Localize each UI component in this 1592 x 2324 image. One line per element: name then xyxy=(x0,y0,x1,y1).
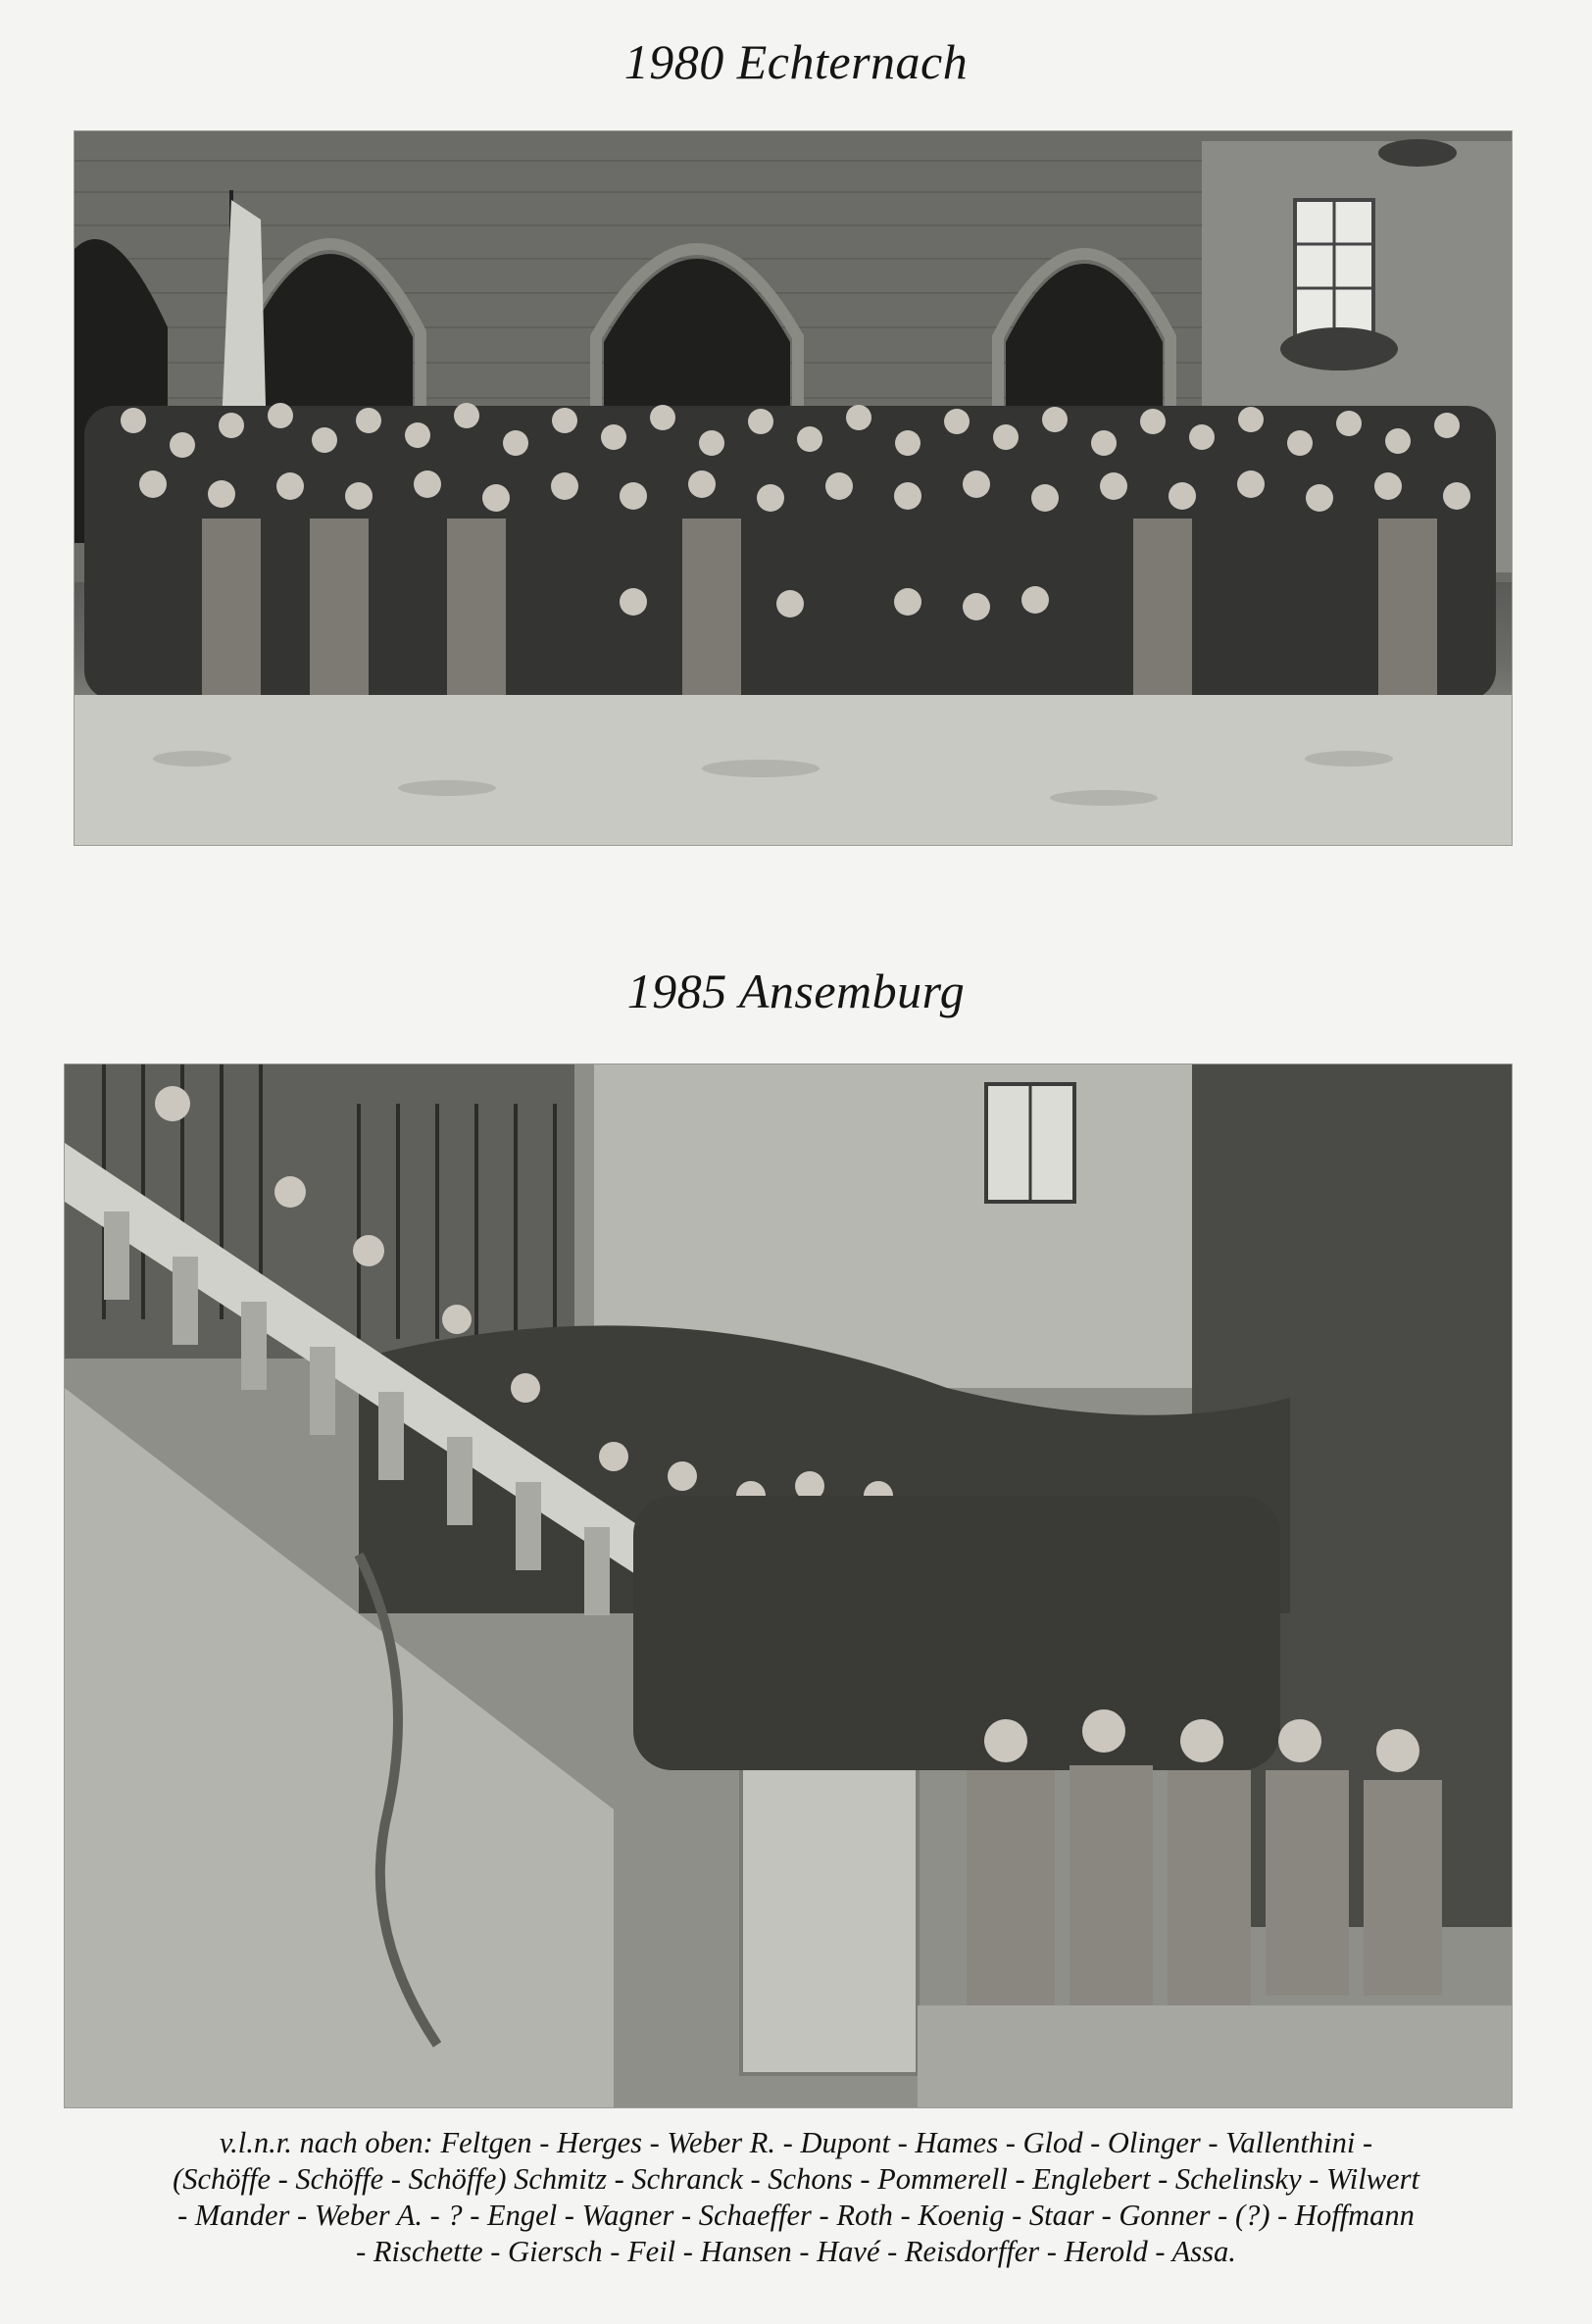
crowd xyxy=(84,403,1496,700)
arcade-scene xyxy=(75,131,1512,845)
photo-caption-1980: 1980 Echternach xyxy=(623,34,969,89)
names-line: - Rischette - Giersch - Feil - Hansen - Havé - Reisdorffer - Herold - Assa. xyxy=(356,2235,1236,2268)
castle-staircase-scene xyxy=(65,1064,1512,2107)
group-photo-1985-ansemburg xyxy=(65,1064,1512,2107)
names-line: - Mander - Weber A. - ? - Engel - Wagner - Schaeffer - Roth - Koenig - Staar - Gonner - (?) - Hoffmann xyxy=(177,2199,1415,2232)
names-line: v.l.n.r. nach oben: Feltgen - Herges - Weber R. - Dupont - Hames - Glod - Olinger - Vallenthini - xyxy=(219,2126,1373,2159)
names-caption xyxy=(49,2125,1543,2270)
group-photo-1980-echternach xyxy=(75,131,1512,845)
names-line: (Schöffe - Schöffe - Schöffe) Schmitz - Schranck - Schons - Pommerell - Englebert - Schelinsky - Wilwert xyxy=(173,2162,1419,2196)
photo-caption-1985: 1985 Ansemburg xyxy=(626,964,966,1018)
flower-box xyxy=(1280,327,1398,371)
gravel-ground xyxy=(918,2005,1512,2107)
